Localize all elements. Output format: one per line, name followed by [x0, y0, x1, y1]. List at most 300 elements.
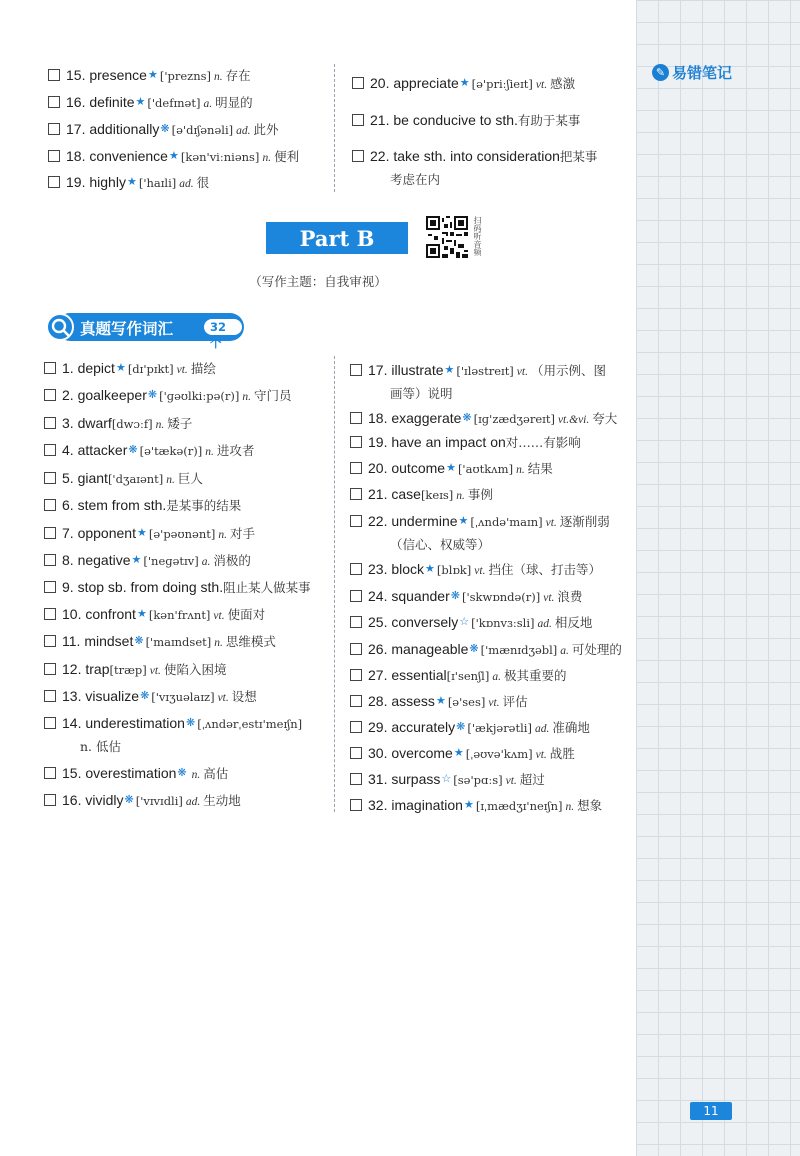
top-divider — [334, 64, 335, 192]
meaning-continuation: （信心、权威等） — [390, 537, 491, 552]
item-number: 30. — [368, 745, 392, 761]
vocab-item — [48, 93, 253, 113]
checkbox[interactable] — [44, 527, 56, 539]
frequency-star-icon: ★ — [147, 68, 158, 81]
chinese-meaning: 很 — [196, 175, 210, 190]
frequency-star-icon: ★ — [136, 607, 147, 620]
part-title: Part B — [266, 222, 408, 254]
chinese-meaning: 守门员 — [253, 388, 292, 403]
checkbox[interactable] — [44, 717, 56, 729]
vocab-item — [44, 441, 254, 461]
magnifier-icon — [46, 313, 74, 341]
chinese-meaning: 高估 — [203, 766, 229, 781]
page-number: 11 — [690, 1102, 732, 1120]
checkbox[interactable] — [352, 114, 364, 126]
vocab-word: illustrate — [391, 362, 444, 378]
item-number: 10. — [62, 606, 86, 622]
vocab-word: confront — [85, 606, 136, 622]
part-of-speech: n. — [516, 464, 525, 476]
vocab-word: overestimation — [85, 765, 177, 781]
phonetic: ['skwɒndə(r)] — [461, 590, 541, 604]
vocab-word: overcome — [391, 745, 453, 761]
vocab-item — [350, 744, 575, 764]
item-number: 20. — [370, 75, 394, 91]
frequency-star-icon: ★ — [444, 363, 455, 376]
vocab-item — [350, 796, 602, 816]
frequency-star-icon: ★ — [126, 175, 137, 188]
vocab-item — [48, 147, 299, 167]
chinese-meaning: 描绘 — [190, 361, 216, 376]
checkbox[interactable] — [44, 389, 56, 401]
item-number: 12. — [62, 661, 86, 677]
phonetic: ['maɪndset] — [145, 635, 212, 649]
vocab-item — [350, 640, 622, 660]
item-number: 15. — [62, 765, 86, 781]
chinese-meaning: 是某事的结果 — [166, 498, 242, 513]
chinese-meaning: 巨人 — [177, 471, 203, 486]
item-number: 4. — [62, 442, 78, 458]
vocab-item — [44, 496, 241, 515]
checkbox[interactable] — [44, 690, 56, 702]
vocab-word: depict — [77, 360, 115, 376]
vocab-word: mindset — [84, 633, 134, 649]
vocab-word: undermine — [391, 513, 458, 529]
phonetic: ['ækjərətli] — [467, 721, 532, 735]
item-number: 22. — [368, 513, 392, 529]
vocab-word: goalkeeper — [77, 387, 147, 403]
item-number: 20. — [368, 460, 392, 476]
phonetic: [kən'viːniəns] — [180, 150, 260, 164]
chinese-meaning: 把某事 — [559, 149, 598, 164]
item-number: 29. — [368, 719, 392, 735]
vocab-word: stop sb. from doing sth. — [77, 579, 224, 595]
frequency-star-icon: ★ — [425, 562, 435, 575]
chinese-meaning: 战胜 — [549, 746, 575, 761]
part-of-speech: vt. — [543, 592, 555, 604]
chinese-meaning: 感激 — [550, 76, 576, 91]
frequency-star-icon: ★ — [453, 746, 464, 759]
frequency-star-icon: ★ — [136, 526, 147, 539]
vocab-word: appreciate — [393, 75, 459, 91]
vocab-word: vividly — [85, 792, 124, 808]
part-of-speech: a. — [492, 671, 501, 683]
frequency-star-icon: ★ — [115, 361, 126, 374]
item-number: 25. — [368, 614, 392, 630]
phonetic: [ə'priːʃieɪt] — [471, 77, 533, 91]
chinese-meaning: 使面对 — [227, 607, 266, 622]
vocab-word: stem from sth. — [77, 497, 167, 513]
checkbox[interactable] — [350, 590, 362, 602]
part-of-speech: ad. — [236, 125, 251, 137]
frequency-star-icon: ❋ — [185, 716, 196, 729]
vocab-word: case — [391, 486, 421, 502]
frequency-star-icon: ❋ — [462, 411, 472, 424]
frequency-star-icon: ★ — [435, 694, 446, 707]
frequency-star-icon: ★ — [168, 149, 179, 162]
vocab-word: surpass — [391, 771, 441, 787]
pencil-circle-icon: ✎ — [652, 64, 669, 81]
vocab-word: manageable — [391, 641, 469, 657]
frequency-star-icon: ★ — [446, 461, 456, 474]
phonetic: ['aʊtkʌm] — [457, 462, 514, 476]
vocab-item — [44, 386, 292, 406]
checkbox[interactable] — [48, 123, 60, 135]
phonetic: ['haɪli] — [138, 176, 177, 190]
chinese-meaning: 结果 — [527, 461, 553, 476]
vocab-word: negative — [77, 552, 131, 568]
checkbox[interactable] — [350, 799, 362, 811]
checkbox[interactable] — [352, 77, 364, 89]
item-number: 18. — [66, 148, 90, 164]
chinese-meaning: 相反地 — [554, 615, 593, 630]
checkbox[interactable] — [350, 721, 362, 733]
vocab-word: dwarf — [77, 415, 112, 431]
item-number: 17. — [368, 362, 392, 378]
part-of-speech: vt. — [176, 364, 188, 376]
item-number: 28. — [368, 693, 392, 709]
vocab-item — [352, 74, 575, 94]
chinese-meaning: 消极的 — [213, 553, 251, 568]
checkbox[interactable] — [350, 616, 362, 628]
item-number: 6. — [62, 497, 78, 513]
chinese-meaning: 便利 — [274, 149, 300, 164]
checkbox[interactable] — [44, 635, 56, 647]
qr-code-icon[interactable] — [426, 216, 468, 258]
checkbox[interactable] — [350, 643, 362, 655]
vocab-word: convenience — [89, 148, 168, 164]
word-count-badge: 32 个 — [204, 319, 242, 335]
checkbox[interactable] — [350, 364, 362, 376]
part-of-speech: vt. — [474, 565, 486, 577]
phonetic: [ˌʌndə'maɪn] — [470, 515, 543, 529]
phonetic: [ə'tækə(r)] — [139, 444, 203, 458]
item-number: 27. — [368, 667, 392, 683]
chinese-meaning: 评估 — [502, 694, 528, 709]
frequency-star-icon: ❋ — [140, 689, 150, 702]
item-number: 3. — [62, 415, 78, 431]
checkbox[interactable] — [350, 488, 362, 500]
part-of-speech: n. — [214, 637, 223, 649]
vocab-word: giant — [77, 470, 108, 486]
item-number: 16. — [66, 94, 90, 110]
frequency-star-icon: ★ — [131, 553, 142, 566]
phonetic: [ˌəʊvə'kʌm] — [465, 747, 533, 761]
chinese-meaning: 思维模式 — [225, 634, 276, 649]
vocab-word: outcome — [391, 460, 446, 476]
chinese-meaning: 超过 — [519, 772, 545, 787]
item-number: 21. — [368, 486, 392, 502]
section-header — [46, 313, 242, 350]
part-of-speech: n. — [456, 490, 465, 502]
item-number: 8. — [62, 552, 78, 568]
phonetic: [ɪˌmædʒɪ'neɪʃn] — [475, 799, 563, 813]
part-of-speech: vt. — [505, 775, 517, 787]
vocab-item — [350, 361, 606, 381]
part-of-speech: n. — [155, 419, 165, 431]
phonetic: [ˌʌndərˌestɪ'meɪʃn] — [197, 717, 303, 731]
chinese-meaning: 有助于某事 — [517, 113, 581, 128]
vocab-word: squander — [391, 588, 450, 604]
part-of-speech: n. — [214, 71, 223, 83]
part-of-speech: ad. — [185, 796, 201, 808]
vocab-word: highly — [89, 174, 126, 190]
frequency-star-icon: ❋ — [177, 766, 187, 779]
phonetic: ['neɡətɪv] — [143, 554, 199, 568]
chinese-meaning: （用示例、图 — [530, 363, 606, 378]
part-of-speech: vt. — [217, 692, 229, 704]
part-of-speech: vt.&vi. — [557, 414, 590, 426]
part-of-speech: ad. — [179, 178, 194, 190]
frequency-star-icon: ☆ — [441, 772, 452, 785]
checkbox[interactable] — [350, 436, 362, 448]
part-of-speech: vt. — [545, 517, 557, 529]
checkbox[interactable] — [44, 794, 56, 806]
part-of-speech: ad. — [537, 618, 552, 630]
checkbox[interactable] — [350, 773, 362, 785]
part-of-speech: n. — [218, 529, 227, 541]
checkbox[interactable] — [48, 69, 60, 81]
chinese-meaning: 此外 — [253, 122, 279, 137]
vocab-word: opponent — [77, 525, 136, 541]
frequency-star-icon: ❋ — [469, 642, 479, 655]
vocab-word: essential — [391, 667, 447, 683]
vocab-word: exaggerate — [391, 410, 462, 426]
vocab-item — [44, 551, 251, 571]
vocab-item — [352, 111, 580, 130]
chinese-meaning: 可处理的 — [571, 642, 622, 657]
vocab-item — [48, 120, 279, 140]
checkbox[interactable] — [44, 472, 56, 484]
item-number: 14. — [62, 715, 86, 731]
vocab-word: visualize — [85, 688, 140, 704]
vocab-word: conversely — [391, 614, 459, 630]
frequency-star-icon: ★ — [135, 95, 146, 108]
part-of-speech: vt. — [149, 665, 161, 677]
vocab-word: accurately — [391, 719, 456, 735]
vocab-item — [350, 587, 582, 607]
vocab-word: trap — [85, 661, 110, 677]
part-of-speech: vt. — [535, 749, 547, 761]
vocab-item — [48, 173, 209, 193]
checkbox[interactable] — [350, 747, 362, 759]
chinese-meaning: 夸大 — [592, 411, 618, 426]
item-number: 18. — [368, 410, 392, 426]
checkbox[interactable] — [350, 462, 362, 474]
vocab-item — [44, 605, 265, 625]
part-of-speech: vt. — [516, 366, 528, 378]
checkbox[interactable] — [350, 412, 362, 424]
vocab-word: assess — [391, 693, 435, 709]
phonetic: ['mænɪdʒəbl] — [480, 643, 558, 657]
item-number: 15. — [66, 67, 90, 83]
phonetic: [dɪ'pɪkt] — [127, 362, 174, 376]
vocab-item — [350, 718, 590, 738]
part-of-speech: a. — [203, 98, 213, 110]
meaning-continuation: n. 低估 — [80, 739, 121, 754]
vocab-item — [44, 660, 226, 680]
checkbox[interactable] — [352, 150, 364, 162]
vocab-word: be conducive to sth. — [393, 112, 518, 128]
vocab-word: take sth. into consideration — [393, 148, 560, 164]
phonetic: [ə'ses] — [447, 695, 486, 709]
item-number: 21. — [370, 112, 394, 128]
item-number: 22. — [370, 148, 394, 164]
frequency-star-icon: ★ — [458, 514, 469, 527]
frequency-star-icon: ☆ — [459, 615, 470, 628]
checkbox[interactable] — [44, 554, 56, 566]
chinese-meaning: 浪费 — [557, 589, 583, 604]
checkbox[interactable] — [48, 176, 60, 188]
frequency-star-icon: ❋ — [134, 634, 144, 647]
part-of-speech: vt. — [488, 697, 500, 709]
part-of-speech: n. — [166, 474, 175, 486]
chinese-meaning: 事例 — [467, 487, 493, 502]
chinese-meaning: 想象 — [577, 798, 603, 813]
checkbox[interactable] — [44, 362, 56, 374]
vocab-item — [44, 791, 241, 811]
vocab-word: definite — [89, 94, 135, 110]
phonetic: ['kɒnvɜːsli] — [471, 616, 535, 630]
chinese-meaning: 明显的 — [215, 95, 253, 110]
vocab-item — [350, 433, 581, 452]
frequency-star-icon: ❋ — [147, 388, 158, 401]
meaning-continuation: 画等）说明 — [390, 386, 453, 401]
checkbox[interactable] — [48, 150, 60, 162]
vocab-word: have an impact on — [391, 434, 506, 450]
item-number: 2. — [62, 387, 78, 403]
vocab-item — [350, 770, 545, 790]
chinese-meaning: 设想 — [231, 689, 257, 704]
vocab-word: imagination — [391, 797, 463, 813]
checkbox[interactable] — [44, 417, 56, 429]
checkbox[interactable] — [350, 695, 362, 707]
phonetic: [ɪɡ'zædʒəreɪt] — [473, 412, 555, 426]
vocab-item — [350, 485, 493, 505]
part-of-speech: vt. — [213, 610, 225, 622]
vocab-item — [44, 687, 257, 707]
vocab-item — [44, 714, 302, 733]
phonetic: [ə'dɪʃənəli] — [171, 123, 234, 137]
vocab-item — [350, 560, 601, 580]
part-of-speech: n. — [262, 152, 272, 164]
phonetic: ['prezns] — [159, 69, 211, 83]
part-of-speech: a. — [201, 556, 211, 568]
vocab-item — [350, 692, 528, 712]
item-number: 23. — [368, 561, 392, 577]
item-number: 32. — [368, 797, 392, 813]
vocab-item — [44, 414, 192, 434]
phonetic: ['vɪvɪdli] — [135, 794, 183, 808]
frequency-star-icon: ❋ — [128, 443, 138, 456]
checkbox[interactable] — [350, 563, 362, 575]
vocab-word: attacker — [77, 442, 128, 458]
checkbox[interactable] — [44, 444, 56, 456]
vocab-item — [44, 524, 255, 544]
checkbox[interactable] — [44, 608, 56, 620]
phonetic: [dwɔːf] — [111, 417, 153, 431]
vocab-item — [350, 459, 553, 479]
item-number: 19. — [368, 434, 392, 450]
chinese-meaning: 对手 — [229, 526, 255, 541]
item-number: 1. — [62, 360, 78, 376]
chinese-meaning: 逐渐削弱 — [559, 514, 610, 529]
checkbox[interactable] — [44, 663, 56, 675]
phonetic: ['vɪʒuəlaɪz] — [151, 690, 215, 704]
item-number: 9. — [62, 579, 78, 595]
part-of-speech: vt. — [535, 79, 548, 91]
chinese-meaning: 使陷入困境 — [163, 662, 227, 677]
vocab-item — [352, 147, 597, 166]
frequency-star-icon: ❋ — [160, 122, 170, 135]
checkbox[interactable] — [44, 767, 56, 779]
checkbox[interactable] — [350, 669, 362, 681]
part-of-speech: n. — [205, 446, 214, 458]
item-number: 24. — [368, 588, 392, 604]
phonetic: [sə'pɑːs] — [453, 773, 503, 787]
checkbox[interactable] — [44, 581, 56, 593]
chinese-meaning: 准确地 — [552, 720, 590, 735]
bottom-divider — [334, 356, 335, 812]
chinese-meaning: 阻止某人做某事 — [223, 580, 311, 595]
checkbox[interactable] — [44, 499, 56, 511]
item-number: 7. — [62, 525, 78, 541]
chinese-meaning: 生动地 — [203, 793, 241, 808]
frequency-star-icon: ★ — [463, 798, 474, 811]
item-number: 19. — [66, 174, 90, 190]
part-of-speech: a. — [560, 645, 569, 657]
checkbox[interactable] — [48, 96, 60, 108]
frequency-star-icon: ❋ — [456, 720, 466, 733]
vocab-item — [48, 66, 251, 86]
scan-label: 扫码听音频 — [473, 216, 482, 256]
item-number: 31. — [368, 771, 392, 787]
vocab-item — [350, 512, 610, 532]
phonetic: ['ɡəʊlkiːpə(r)] — [159, 389, 240, 403]
vocab-item — [44, 632, 276, 652]
part-of-speech: n. — [565, 801, 575, 813]
grid-margin — [636, 0, 800, 1156]
item-number: 11. — [62, 633, 85, 649]
vocab-word: block — [391, 561, 425, 577]
vocab-item — [44, 764, 228, 784]
chinese-meaning: 存在 — [225, 68, 251, 83]
chinese-meaning: 极其重要的 — [503, 668, 567, 683]
chinese-meaning: 对……有影响 — [505, 435, 581, 450]
item-number: 26. — [368, 641, 392, 657]
chinese-meaning: 进攻者 — [216, 443, 255, 458]
chinese-meaning: 挡住（球、打击等） — [488, 562, 601, 577]
phonetic: ['defɪnət] — [147, 96, 201, 110]
writing-theme: （写作主题：自我审视） — [249, 274, 387, 289]
phonetic: ['ɪləstreɪt] — [456, 364, 514, 378]
frequency-star-icon: ★ — [459, 76, 470, 89]
section-title: 真题写作词汇 — [80, 320, 174, 338]
vocab-word: underestimation — [85, 715, 185, 731]
frequency-star-icon: ❋ — [124, 793, 134, 806]
frequency-star-icon: ❋ — [450, 589, 460, 602]
phonetic: [kən'frʌnt] — [148, 608, 211, 622]
meaning-continuation: 考虑在内 — [390, 172, 441, 187]
item-number: 5. — [62, 470, 78, 486]
part-of-speech: n. — [242, 391, 251, 403]
vocab-item — [44, 469, 203, 489]
vocab-word: additionally — [89, 121, 160, 137]
phonetic: ['dʒaɪənt] — [107, 472, 164, 486]
item-number: 13. — [62, 688, 86, 704]
vocab-item — [44, 359, 216, 379]
vocab-item — [350, 409, 617, 429]
checkbox[interactable] — [350, 515, 362, 527]
